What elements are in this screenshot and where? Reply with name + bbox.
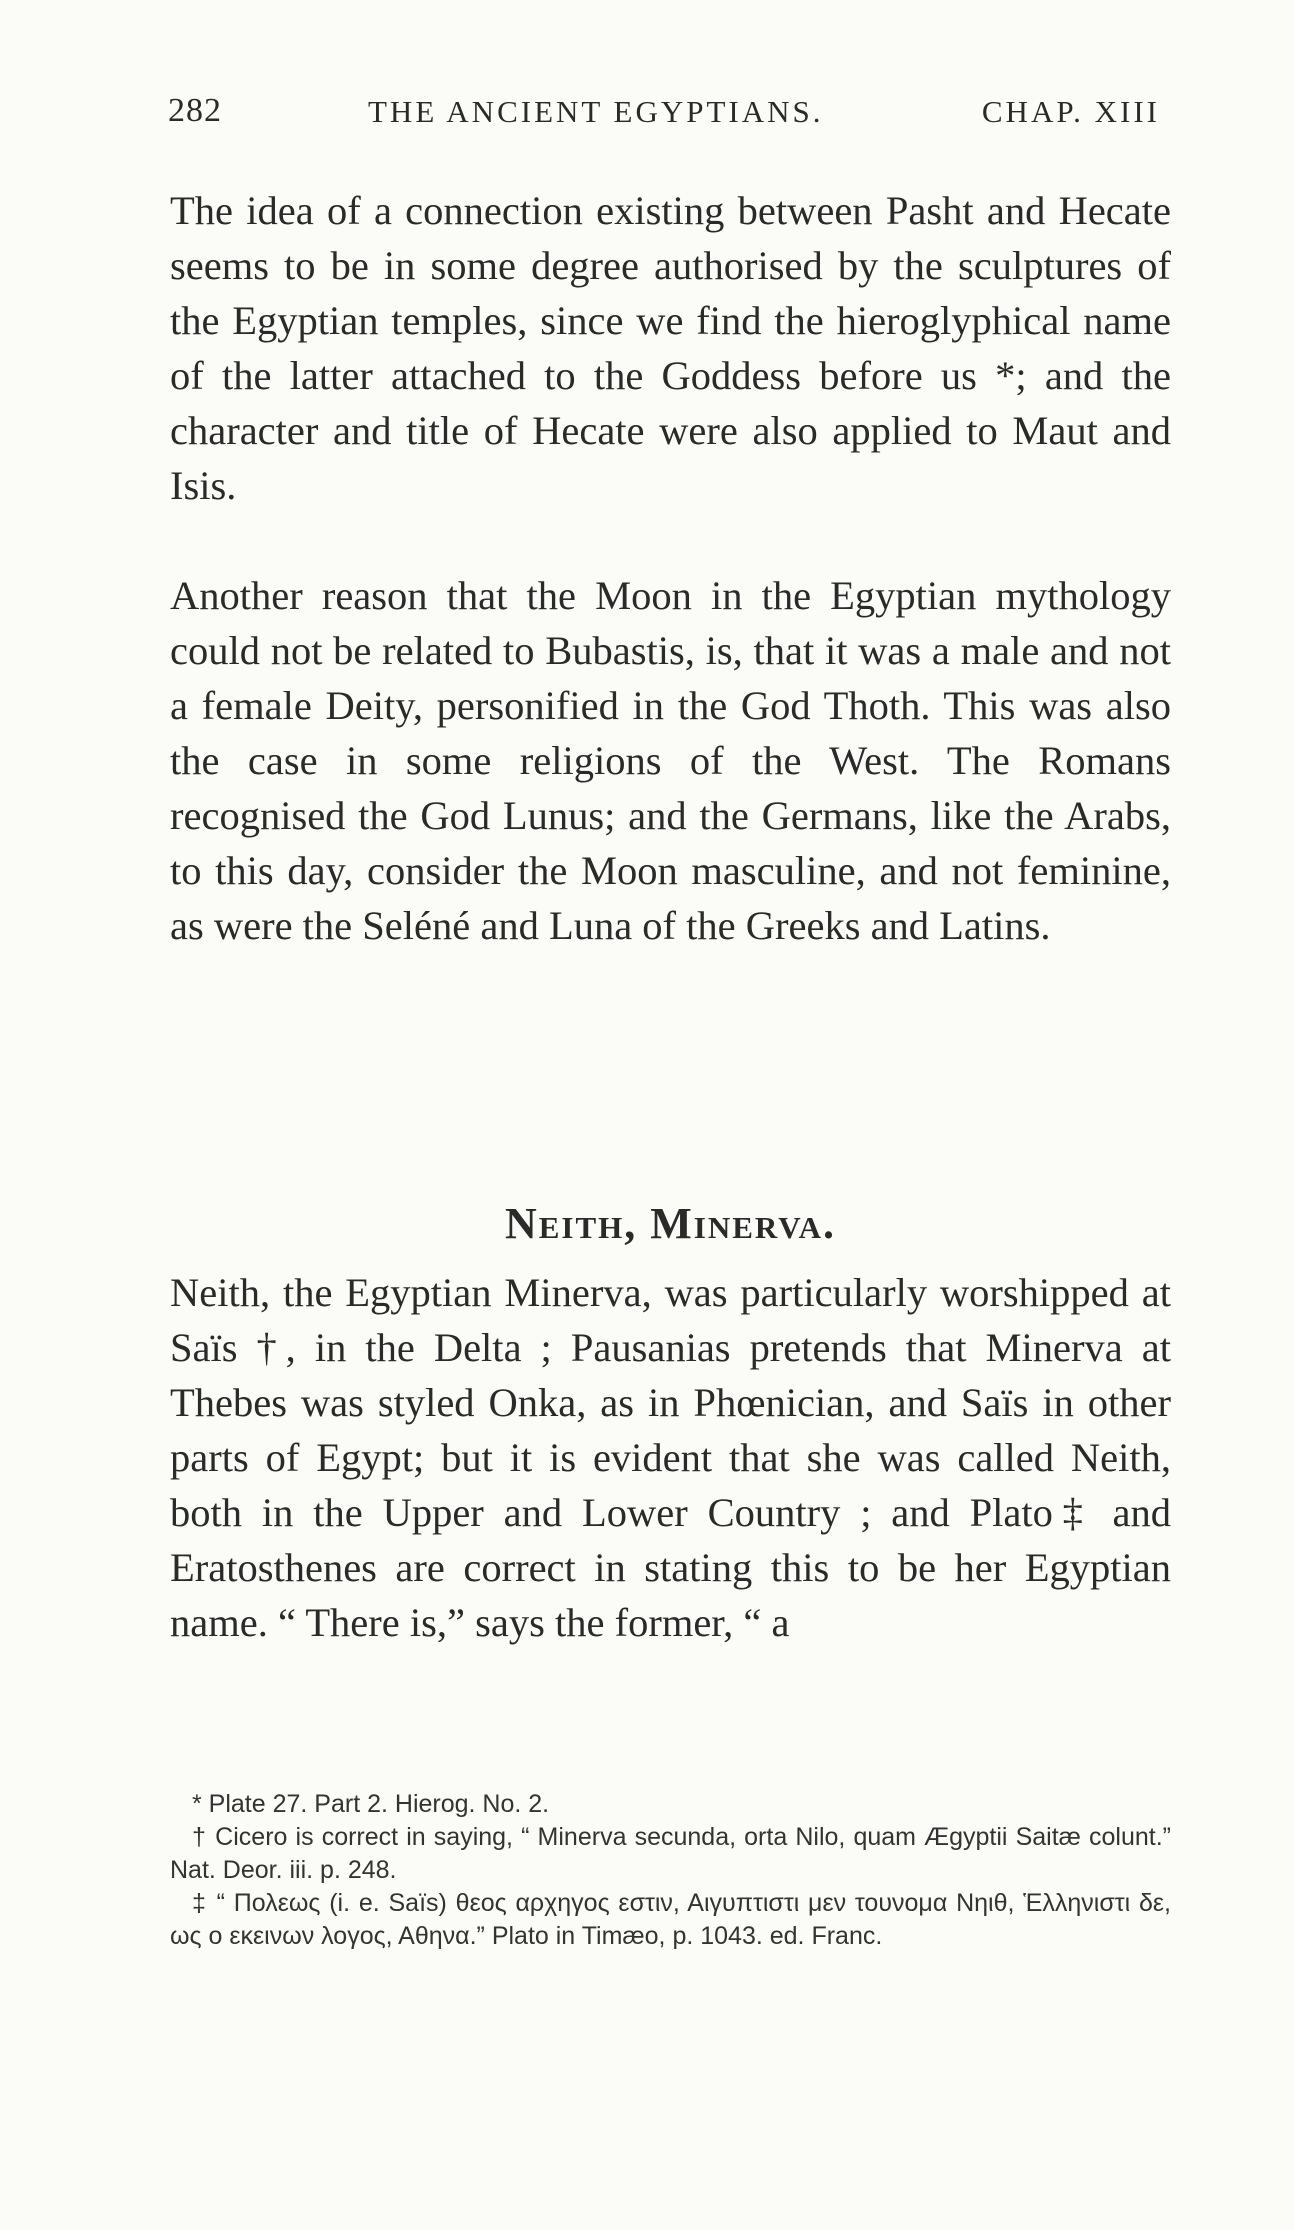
paragraph-neith: Neith, the Egyptian Minerva, was particularly worshipped at Saïs †, in the Delta ; Pausanias pretends that Minerva at Thebes was styled Onka, as in Phœnician, and Saïs in other parts of Egypt; but it is evident that she was called Neith, both in the Upper and Lower Country ; and Plato‡ and Eratosthenes are correct in stating this to be her Egyptian name. “ There is,” says the former, “ a	[170, 1270, 1171, 1645]
running-head	[168, 92, 1168, 136]
paragraph-pasht-hecate: The idea of a connection existing between Pasht and Hecate seems to be in some degree authorised by the sculptures of the Egyptian temples, since we find the hieroglyphical name of the latter attached to the Goddess before us *; and the character and title of Hecate were also applied to Maut and Isis.	[170, 188, 1171, 508]
footnotes	[170, 1788, 1171, 1953]
running-title: THE ANCIENT EGYPTIANS.	[368, 94, 824, 129]
page-number: 282	[168, 92, 222, 129]
footnote-3: ‡ “ Πολεως (i. e. Saïs) θεος αρχηγος εστιν, Αιγυπτιστι μεν τουνομα Νηιθ, Ἑλληνιστι δε, ως ο εκεινων λογος, Αθηνα.” Plato in Timæo, p. 1043. ed. Franc.	[170, 1889, 1171, 1950]
section-heading: Neith, Minerva.	[504, 1199, 837, 1248]
footnote-2: † Cicero is correct in saying, “ Minerva secunda, orta Nilo, quam Ægyptii Saitæ colunt.” Nat. Deor. iii. p. 248.	[170, 1823, 1171, 1884]
footnote-1: * Plate 27. Part 2. Hierog. No. 2.	[192, 1790, 550, 1818]
chapter-label: CHAP. XIII	[981, 94, 1160, 129]
paragraph-moon-thoth: Another reason that the Moon in the Egyptian mythology could not be related to Bubastis, is, that it was a male and not a female Deity, personified in the God Thoth. This was also the case in some religions of the West. The Romans recognised the God Lunus; and the Germans, like the Arabs, to this day, consider the Moon masculine, and not feminine, as were the Seléné and Luna of the Greeks and Latins.	[170, 573, 1171, 948]
